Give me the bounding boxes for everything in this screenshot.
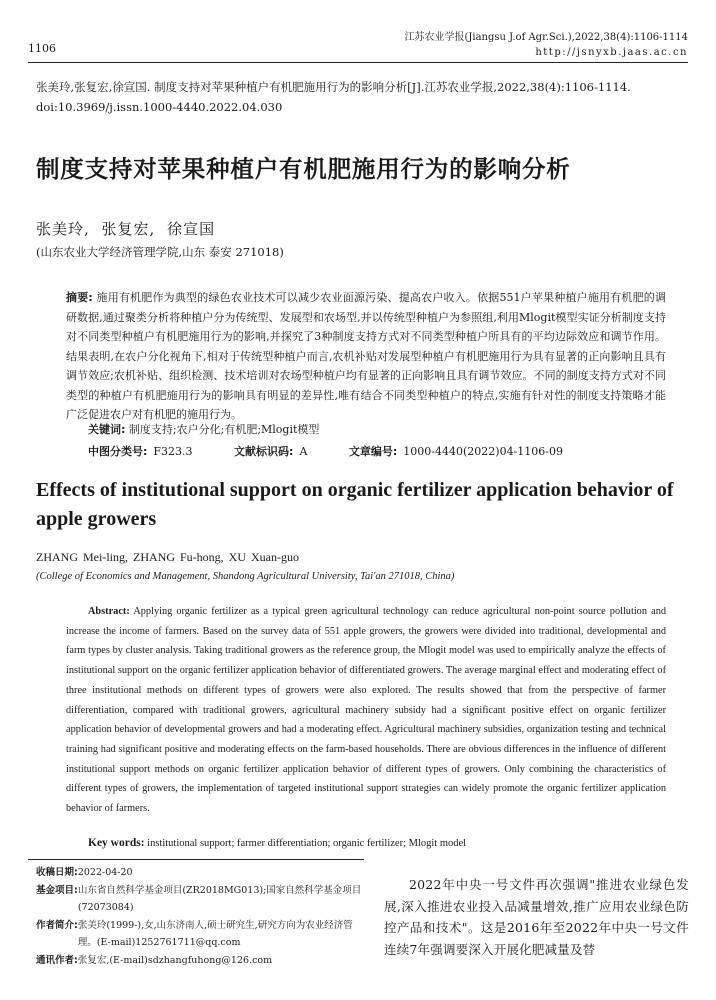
clc-label: 中图分类号: xyxy=(88,445,148,458)
footnote-author xyxy=(36,917,366,952)
author-value: 张美玲(1999-),女,山东济南人,硕士研究生,研究方向为农业经济管理。(E-mail)1252761711@qq.com xyxy=(77,919,353,948)
abstract-cn-label: 摘要: xyxy=(66,291,93,304)
running-header xyxy=(404,30,688,60)
footnotes xyxy=(36,864,366,969)
fund-value: 山东省自然科学基金项目(ZR2018MG013);国家自然科学基金项目(72073084) xyxy=(77,884,362,913)
abstract-en-label: Abstract: xyxy=(88,606,130,617)
keywords-cn xyxy=(88,421,319,437)
abstract-en xyxy=(66,602,666,819)
doc-code-label: 文献标识码: xyxy=(234,445,294,458)
received-value: 2022-04-20 xyxy=(77,867,133,878)
affiliation-en: (College of Economics and Management, Shandong Agricultural University, Tai'an 271018, China) xyxy=(36,571,455,582)
affiliation-cn: (山东农业大学经济管理学院,山东 泰安 271018) xyxy=(36,245,284,259)
header-rule xyxy=(28,62,688,63)
citation: 张美玲,张复宏,徐宣国. 制度支持对苹果种植户有机肥施用行为的影响分析[J].江苏农业学报,2022,38(4):1106-1114. doi:10.3969/j.issn.1000-4440.2022.04.030 xyxy=(36,80,631,114)
keywords-en-label: Key words: xyxy=(88,837,145,849)
corresponding-value: 张复宏,(E-mail)sdzhangfuhong@126.com xyxy=(77,954,273,966)
received-label: 收稿日期: xyxy=(36,867,78,878)
doc-code-value: A xyxy=(299,445,308,458)
footnote-corresponding xyxy=(36,952,366,970)
keywords-en-text: institutional support; farmer differentiation; organic fertilizer; Mlogit model xyxy=(147,838,467,849)
clc-value: F323.3 xyxy=(153,445,193,458)
classification-row xyxy=(88,443,569,459)
journal-url: http://jsnyxb.jaas.ac.cn xyxy=(535,47,688,58)
abstract-cn xyxy=(66,288,666,425)
abstract-cn-text: 施用有机肥作为典型的绿色农业技术可以减少农业面源污染、提高农户收入。依据551户苹果种植户施用有机肥的调研数据,通过聚类分析将种植户分为传统型、发展型和农场型,并以传统型种植户为参照组,利用Mlogit模型实证分析制度支持对不同类型种植户有机肥施用行为的影响,并探究了3种制度支持方式对不同类型种植户所具有的平均边际效应和调节作用。结果表明,在农户分化视角下,相对于传统型种植户而言,农机补贴对发展型种植户有机肥施用行为具有显著的正向影响且具有调节效应;农机补贴、组织检测、技术培训对农场型种植户均有显著的正向影响且具有调节效应。不同的制度支持方式对不同类型的种植户有机肥施用行为的影响具有明显的差异性,唯有结合不同类型种植户的特点,实施有针对性的制度支持策略才能广泛促进农户对有机肥的施用行为。 xyxy=(66,291,667,421)
footnote-rule xyxy=(28,859,364,860)
author-label: 作者简介: xyxy=(36,919,78,931)
title-cn: 制度支持对苹果种植户有机肥施用行为的影响分析 xyxy=(36,155,571,183)
page-number: 1106 xyxy=(28,42,56,55)
body-paragraph: 2022年中央一号文件再次强调"推进农业绿色发展,深入推进农业投入品减量增效,推广应用农业绿色防控产品和技术"。这是2016年至2022年中央一号文件连续7年强调要深入开展化肥减量及替 xyxy=(384,877,689,957)
fund-label: 基金项目: xyxy=(36,884,78,896)
title-en: Effects of institutional support on organic fertilizer application behavior of apple growers xyxy=(36,479,674,530)
footnote-fund xyxy=(36,882,366,917)
authors-en: ZHANG Mei-ling, ZHANG Fu-hong, XU Xuan-guo xyxy=(36,550,299,564)
keywords-en xyxy=(88,837,466,849)
abstract-en-text: Applying organic fertilizer as a typical green agricultural technology can reduce agricultural non-point source pollution and increase the income of farmers. Based on the survey data of 551 apple growers, the growers were divided into traditional, developmental and farm types by cluster analysis. Taking traditional growers as the reference group, the Mlogit model was used to empirically analyze the effects of institutional support on the organic fertilizer application behavior of differentiated growers. The average marginal effect and moderating effect of three institutional methods on different types of growers were also explored. The results showed that from the perspective of farmer differentiation, compared with traditional growers, agricultural machinery subsidy had a significant positive effect on organic fertilizer application behavior of developmental growers and had a moderating effect. Agricultural machinery subsidies, organization testing and technical training had significant positive and moderating effects on the farm-based households. There are obvious differences in the influence of different institutional support methods on organic fertilizer application behavior of different types of growers. Only combining the characteristics of different types of growers, the implementation of targeted institutional support strategies can widely promote the organic fertilizer application behavior of farmers. xyxy=(66,606,666,815)
article-no-label: 文章编号: xyxy=(348,445,398,458)
article-no-value: 1000-4440(2022)04-1106-09 xyxy=(403,445,564,458)
keywords-cn-text: 制度支持;农户分化;有机肥;Mlogit模型 xyxy=(128,423,320,436)
keywords-cn-label: 关键词: xyxy=(88,423,126,436)
journal-line: 江苏农业学报(Jiangsu J.of Agr.Sci.),2022,38(4):1106-1114 xyxy=(404,32,688,43)
authors-cn: 张美玲, 张复宏, 徐宣国 xyxy=(36,220,216,238)
corresponding-label: 通讯作者: xyxy=(36,954,78,966)
footnote-received xyxy=(36,864,366,882)
